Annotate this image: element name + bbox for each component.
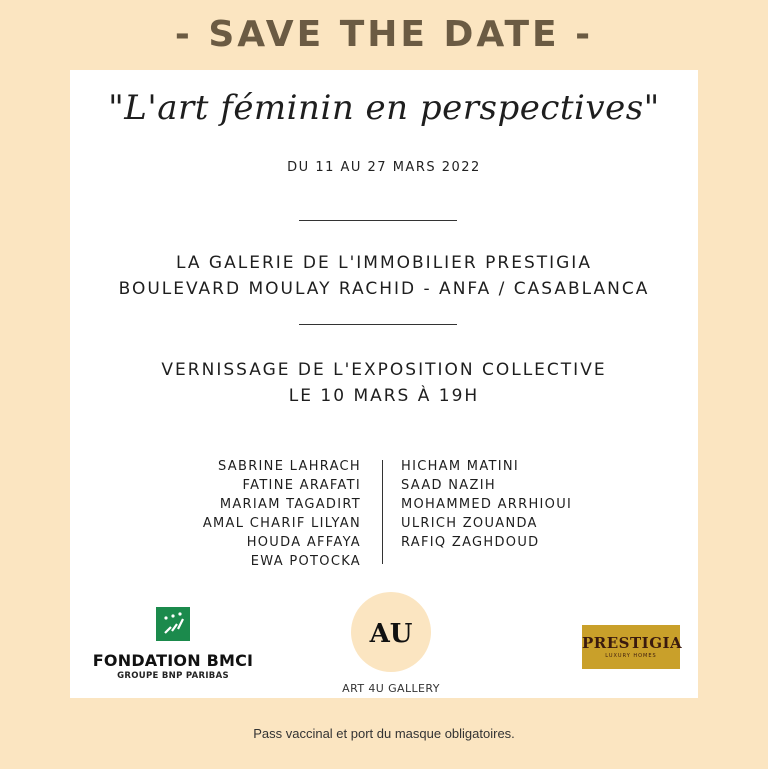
bmci-subtitle: GROUPE BNP PARIBAS xyxy=(117,671,229,681)
artist-name: MARIAM TAGADIRT xyxy=(219,497,361,512)
artist-name: ULRICH ZOUANDA xyxy=(401,516,538,531)
bnp-stars-icon xyxy=(156,607,190,641)
prestigia-subtitle: LUXURY HOMES xyxy=(605,653,657,659)
vernissage-title: VERNISSAGE DE L'EXPOSITION COLLECTIVE xyxy=(161,360,607,380)
artist-name: SAAD NAZIH xyxy=(401,478,496,493)
save-the-date-heading: - SAVE THE DATE - xyxy=(174,14,594,55)
artist-name: SABRINE LAHRACH xyxy=(218,459,361,474)
divider-top xyxy=(299,220,457,221)
artist-name: EWA POTOCKA xyxy=(250,554,361,569)
exhibition-dates: DU 11 AU 27 MARS 2022 xyxy=(287,160,481,175)
vernissage-date: LE 10 MARS À 19H xyxy=(288,386,480,406)
prestigia-logo-block xyxy=(582,625,683,669)
bmci-name: FONDATION BMCI xyxy=(92,651,254,670)
art4u-name: ART 4U GALLERY xyxy=(342,682,440,695)
venue-name: LA GALERIE DE L'IMMOBILIER PRESTIGIA xyxy=(176,253,592,273)
artist-name: RAFIQ ZAGHDOUD xyxy=(401,535,540,550)
artist-name: MOHAMMED ARRHIOUI xyxy=(401,497,573,512)
artists-left-column xyxy=(203,457,361,571)
vernissage-block xyxy=(70,357,698,409)
art4u-logo-block xyxy=(332,592,450,695)
artist-name: AMAL CHARIF LILYAN xyxy=(202,516,361,531)
art4u-monogram-icon xyxy=(351,592,431,672)
health-notice: Pass vaccinal et port du masque obligatoires. xyxy=(253,726,515,741)
venue-address: BOULEVARD MOULAY RACHID - ANFA / CASABLANCA xyxy=(118,279,650,299)
invitation-card xyxy=(70,70,698,698)
artist-name: FATINE ARAFATI xyxy=(242,478,361,493)
divider-middle xyxy=(299,324,457,325)
svg-text:AU: AU xyxy=(369,619,413,649)
artist-name: HICHAM MATINI xyxy=(401,459,520,474)
artist-name: HOUDA AFFAYA xyxy=(246,535,361,550)
prestigia-name: PRESTIGIA xyxy=(582,634,683,652)
artists-right-column xyxy=(401,457,572,552)
venue-block xyxy=(70,250,698,302)
bmci-logo-block xyxy=(88,607,258,681)
artists-divider xyxy=(382,460,383,564)
exhibition-title: "L'art féminin en perspectives" xyxy=(108,88,660,128)
